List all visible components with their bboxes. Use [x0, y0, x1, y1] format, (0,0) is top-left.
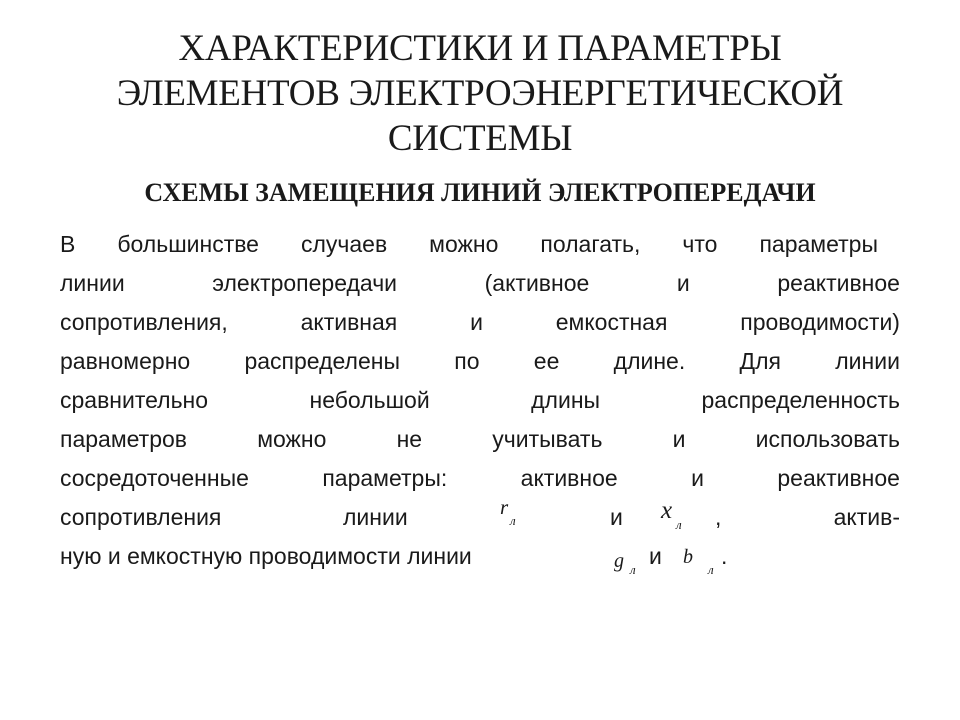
word: параметры:	[322, 465, 448, 491]
word: можно	[257, 426, 327, 452]
x-symbol: x	[661, 497, 673, 524]
word: и	[676, 270, 690, 296]
paragraph-line-9	[60, 537, 900, 576]
word: можно	[429, 231, 499, 257]
word: сосредоточенные	[60, 465, 249, 491]
word: и	[672, 426, 686, 452]
g-symbol: g	[614, 550, 624, 572]
word: длины	[531, 387, 601, 413]
word: использовать	[755, 426, 900, 452]
word: и	[470, 309, 483, 335]
word: распределенность	[701, 387, 900, 413]
b-subscript: л	[708, 562, 714, 577]
title-line-1: ХАРАКТЕРИСТИКИ И ПАРАМЕТРЫ	[178, 28, 782, 69]
period: .	[721, 543, 728, 569]
word: по	[454, 348, 480, 374]
paragraph-line-7	[60, 459, 900, 498]
paragraph-line-3	[60, 303, 900, 342]
word: не	[396, 426, 423, 452]
word: параметры	[759, 231, 878, 257]
section-subtitle: СХЕМЫ ЗАМЕЩЕНИЯ ЛИНИЙ ЭЛЕКТРОПЕРЕДАЧИ	[144, 178, 816, 207]
word: большинстве	[117, 231, 259, 257]
word: проводимости)	[740, 309, 900, 335]
r-subscript: л	[510, 513, 516, 528]
word: и	[691, 465, 704, 491]
word: параметров	[60, 426, 188, 452]
word: ную и емкостную проводимости линии	[60, 543, 472, 569]
x-subscript: л	[676, 517, 682, 532]
word: случаев	[300, 231, 388, 257]
word: линии	[343, 504, 408, 530]
b-symbol: b	[683, 546, 693, 568]
word: сопротивления	[60, 504, 222, 530]
word: электропередачи	[212, 270, 398, 296]
word: и	[610, 504, 623, 530]
word: сопротивления,	[60, 309, 228, 335]
word: реактивное	[777, 465, 900, 491]
comma: ,	[715, 504, 722, 530]
paragraph-line-6	[60, 420, 900, 459]
word: линии	[835, 348, 900, 374]
paragraph-line-1	[60, 225, 900, 264]
word: активная	[300, 309, 398, 335]
word: что	[682, 231, 718, 257]
word: сравнительно	[60, 387, 209, 413]
word: распределены	[244, 348, 400, 374]
word: ее	[533, 348, 560, 374]
word: Для	[739, 348, 781, 374]
g-subscript: л	[630, 562, 636, 577]
word: активное	[520, 465, 618, 491]
title-line-3: СИСТЕМЫ	[387, 118, 573, 159]
word: полагать,	[540, 231, 641, 257]
paragraph-line-2	[60, 264, 900, 303]
paragraph-line-5	[60, 381, 900, 420]
word: учитывать	[492, 426, 603, 452]
word: и	[649, 543, 662, 569]
word: небольшой	[309, 387, 430, 413]
r-symbol: r	[500, 495, 509, 519]
word: реактивное	[777, 270, 900, 296]
word: (активное	[484, 270, 590, 296]
paragraph-line-8	[60, 495, 900, 537]
word: В	[60, 231, 76, 257]
slide-title	[60, 26, 900, 161]
word: равномерно	[60, 348, 191, 374]
word: актив-	[833, 504, 900, 530]
word: длине.	[613, 348, 686, 374]
title-line-2: ЭЛЕМЕНТОВ ЭЛЕКТРОЭНЕРГЕТИЧЕСКОЙ	[116, 73, 844, 114]
word: емкостная	[555, 309, 668, 335]
body-paragraph	[60, 225, 900, 576]
paragraph-line-4	[60, 342, 900, 381]
word: линии	[60, 270, 125, 296]
